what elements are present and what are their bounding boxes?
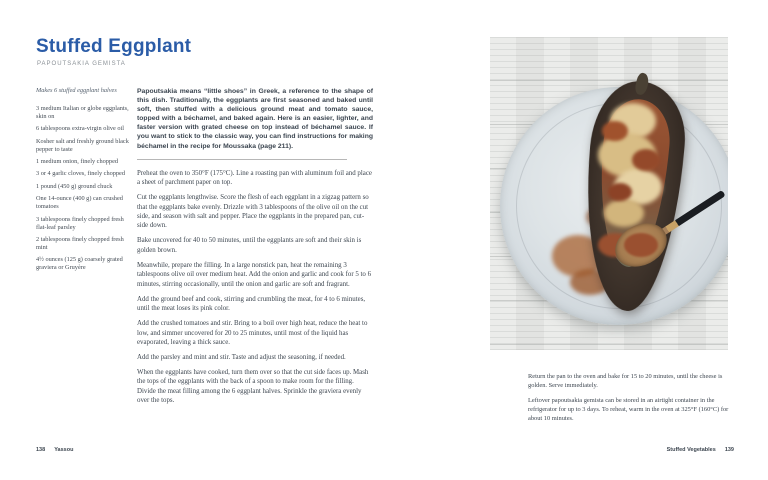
ingredient-item: Kosher salt and freshly ground black pepper to taste (36, 137, 129, 153)
melted-cheese (604, 199, 644, 227)
recipe-step: Add the ground beef and cook, stirring and crumbling the meat, for 4 to 6 minutes, until the meat loses its pink color. (137, 295, 366, 313)
recipe-intro: Papoutsakia means “little shoes” in Greek, a reference to the shape of this dish. Traditionally, the eggplants are first seasoned and baked until soft, then stuffed with a delicious ground meat and tomato sauce, topped with a béchamel, and baked again. Here is an easier, lighter, and faster version with grated cheese on top instead of béchamel sauce. If you want to stick to the classic way, you can find instructions for making béchamel in the recipe for Moussaka (page 211). (137, 88, 373, 150)
page-number-left: 138 (36, 447, 46, 453)
meat-crumble (608, 183, 632, 201)
recipe-step: Add the crushed tomatoes and stir. Bring to a boil over high heat, reduce the heat to low, and simmer uncovered for 20 to 25 minutes, until most of the liquid has evaporated, leaving a thick sauce. (137, 320, 368, 346)
page-number-right: 139 (724, 447, 734, 453)
recipe-body-column (137, 87, 373, 411)
recipe-step: Preheat the oven to 350°F (175°C). Line a roasting pan with aluminum foil and place a sheet of parchment paper on top. (137, 169, 372, 187)
recipe-step: Add the parsley and mint and stir. Taste and adjust the seasoning, if needed. (137, 353, 346, 361)
recipe-subtitle: PAPOUTSAKIA GEMISTA (37, 61, 126, 67)
recipe-step: Meanwhile, prepare the filling. In a large nonstick pan, heat the remaining 3 tablespoons olive oil over medium heat. Add the onion and garlic and cook for 5 to 6 minutes, stirring occasionally, until the onion and garlic are soft and fragrant. (137, 261, 372, 288)
yield-note: Makes 6 stuffed eggplant halves (36, 87, 117, 94)
ingredient-item: 3 medium Italian or globe eggplants, skin on (36, 104, 129, 120)
recipe-step: Bake uncovered for 40 to 50 minutes, until the eggplants are soft and their skin is golden brown. (137, 237, 362, 254)
ingredient-item: One 14-ounce (400 g) can crushed tomatoes (36, 195, 123, 211)
running-footer-left: Yassou (54, 447, 74, 453)
meat-crumble (632, 149, 660, 171)
recipe-step: Leftover papoutsakia gemista can be stored in an airtight container in the refrigerator for up to 3 days. To reheat, warm in the oven at 325°F (160°C) for about 10 minutes. (528, 397, 729, 422)
recipe-step: When the eggplants have cooked, turn them over so that the cut side faces up. Mash the tops of the eggplants with the back of a spoon to make room for the filling. Divide the meat filling among the 6 eggplant halves. Sprinkle the graviera evenly over the tops. (137, 368, 369, 405)
ingredient-item: 3 or 4 garlic cloves, finely chopped (36, 170, 126, 178)
section-divider (137, 159, 347, 160)
meat-crumble (602, 121, 628, 141)
recipe-title: Stuffed Eggplant (36, 36, 192, 57)
page-footer-right (590, 447, 734, 453)
page-footer-left (36, 447, 73, 453)
recipe-step: Cut the eggplants lengthwise. Score the flesh of each eggplant in a zigzag pattern so that the eggplants bake evenly. Drizzle with 3 tablespoons of the olive oil on the cut side, and season with salt and pepper. Place the eggplants in the prepared pan, cut-side down. (137, 194, 369, 230)
ingredient-item: 6 tablespoons extra-virgin olive oil (36, 125, 125, 133)
running-footer-right: Stuffed Vegetables (666, 447, 716, 453)
ingredients-column (36, 87, 133, 277)
spoonful-of-filling (624, 233, 658, 257)
ingredient-item: 1 pound (450 g) ground chuck (36, 182, 113, 190)
ingredient-item: 1 medium onion, finely chopped (36, 158, 119, 166)
ingredient-item: 3 tablespoons finely chopped fresh flat-leaf parsley (36, 215, 124, 231)
recipe-photo (490, 37, 728, 350)
ingredient-item: 4½ ounces (125 g) coarsely grated graviera or Gruyère (36, 256, 123, 272)
recipe-continuation (528, 373, 734, 431)
recipe-step: Return the pan to the oven and bake for 15 to 20 minutes, until the cheese is golden. Serve immediately. (528, 373, 723, 389)
ingredient-item: 2 tablespoons finely chopped fresh mint (36, 235, 124, 251)
